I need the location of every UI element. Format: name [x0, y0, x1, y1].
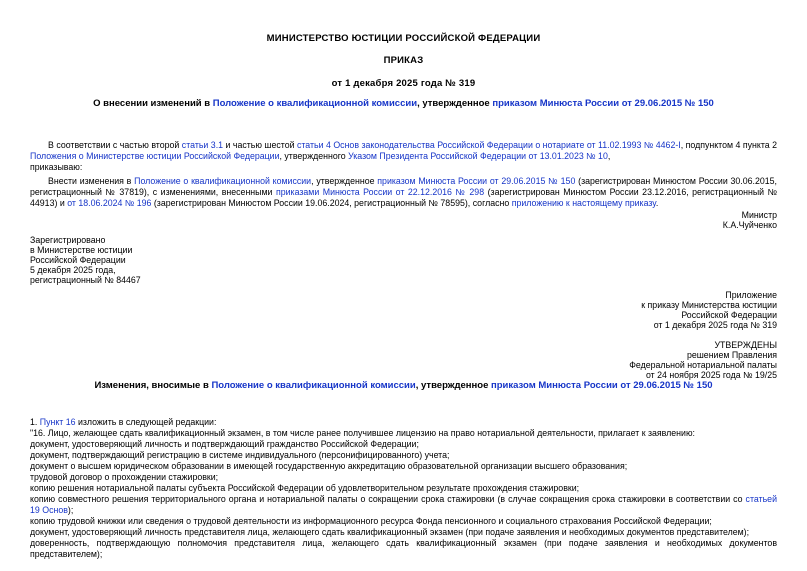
- preamble-paragraph: [30, 140, 777, 162]
- doc-text: О внесении изменений в: [93, 98, 213, 109]
- registration-line: 5 декабря 2025 года,: [30, 265, 116, 275]
- doc-text: );: [67, 505, 74, 515]
- document-title: [30, 98, 777, 109]
- registration-line: в Министерстве юстиции: [30, 245, 133, 255]
- doc-text: документ о высшем юридическом образовании в имеющей государственную аккредитацию образовательной организации высшего образования;: [30, 461, 628, 471]
- ministry-name: МИНИСТЕРСТВО ЮСТИЦИИ РОССИЙСКОЙ ФЕДЕРАЦИИ: [266, 33, 541, 44]
- doc-link[interactable]: Указом Президента Российской Федерации от 13.01.2023 № 10: [348, 151, 608, 161]
- doc-text: (зарегистрирован Минюстом России 23.12.2016, регистрационный № 44913) и: [30, 187, 778, 208]
- doc-text: документ, удостоверяющий личность представителя лица, желающего сдать квалификационный экзамен (при подаче заявления и необходимых документов представителем);: [30, 527, 750, 537]
- doc-link[interactable]: Положение о квалификационной комиссии: [211, 380, 416, 391]
- doc-text: трудовой договор о прохождении стажировки;: [30, 472, 219, 482]
- doc-text: , утвержденное: [417, 98, 493, 109]
- doc-text: документ, подтверждающий регистрацию в системе индивидуального (персонифицированного) учета;: [30, 450, 450, 460]
- amendment-item: [30, 483, 777, 494]
- doc-link[interactable]: Положение о квалификационной комиссии: [212, 98, 418, 109]
- registration-line: регистрационный № 84467: [30, 275, 141, 285]
- doc-link[interactable]: статьей 19 Основ: [30, 494, 777, 515]
- registration-note: [30, 235, 777, 285]
- doc-text: копию трудовой книжки или сведения о трудовой деятельности из информационного ресурса Фонда пенсионного и социального страхования Российской Федерации;: [30, 516, 712, 526]
- doc-text: , утвержденное: [311, 176, 378, 186]
- document-date: от 1 декабря 2025 года № 319: [331, 78, 476, 89]
- doc-text: (зарегистрирован Минюстом России 30.06.2015, регистрационный № 37819), с изменениями, внесенными: [30, 176, 778, 197]
- doc-text: доверенность, подтверждающую полномочия представителя лица, желающего сдать квалификационный экзамен (при подаче заявления и необходимых документов представителем);: [30, 538, 777, 559]
- doc-text: Внести изменения в: [48, 176, 135, 186]
- amendment-item: [30, 527, 777, 538]
- doc-text: 1.: [30, 417, 40, 427]
- doc-text: .: [655, 198, 659, 208]
- annex-line: Приложение: [725, 290, 777, 300]
- doc-link[interactable]: статьи 3.1: [181, 140, 224, 150]
- registration-line: Зарегистрировано: [30, 235, 106, 245]
- doc-text: копию совместного решения территориального органа и нотариальной палаты о сокращении срока стажировки (в случае сокращения срока стажировки в соответствии со: [30, 494, 746, 504]
- minister-title: Министр: [741, 210, 777, 220]
- approval-note: [30, 340, 777, 380]
- doc-text: документ, удостоверяющий личность и подтверждающий гражданство Российской Федерации;: [30, 439, 419, 449]
- doc-text: Изменения, вносимые в: [94, 380, 212, 391]
- doc-link[interactable]: Пункт 16: [39, 417, 76, 427]
- amendment-item: [30, 494, 777, 516]
- doc-text: В соответствии с частью второй: [48, 140, 182, 150]
- doc-link[interactable]: Положение о квалификационной комиссии: [134, 176, 312, 186]
- amendment-intro: [30, 417, 777, 428]
- amendment-item: [30, 538, 777, 560]
- decree-word: приказываю:: [30, 162, 83, 172]
- annex-reference: [30, 290, 777, 330]
- annex-line: к приказу Министерства юстиции: [641, 300, 777, 310]
- doc-text: копию решения нотариальной палаты субъекта Российской Федерации об удовлетворительном результате прохождения стажировки;: [30, 483, 580, 493]
- doc-text: "16. Лицо, желающее сдать квалификационный экзамен, в том числе ранее получившее лицензию на право нотариальной деятельности, прилагает к заявлению:: [30, 428, 695, 438]
- amendment-item: [30, 472, 777, 483]
- amendment-item: [30, 450, 777, 461]
- signature-block: [30, 210, 777, 230]
- doc-text: , подпунктом 4 пункта 2: [680, 140, 778, 150]
- doc-link[interactable]: от 18.06.2024 № 196: [67, 198, 152, 208]
- doc-text: изложить в следующей редакции:: [75, 417, 217, 427]
- doc-link[interactable]: приказом Минюста России от 29.06.2015 № 150: [491, 380, 713, 391]
- doc-link[interactable]: приказом Минюста России от 29.06.2015 № 150: [492, 98, 714, 109]
- approval-line: Федеральной нотариальной палаты: [629, 360, 777, 370]
- doc-link[interactable]: Положения о Министерстве юстиции Российской Федерации: [30, 151, 280, 161]
- changes-title: [30, 380, 777, 391]
- annex-line: Российской Федерации: [681, 310, 777, 320]
- registration-line: Российской Федерации: [30, 255, 126, 265]
- amendment-item: [30, 516, 777, 527]
- amendment-item: [30, 428, 777, 439]
- doc-text: ,: [607, 151, 611, 161]
- amendment-section: [30, 417, 777, 560]
- approval-line: от 24 ноября 2025 года № 19/25: [645, 370, 777, 380]
- doc-link[interactable]: приказом Минюста России от 29.06.2015 № 150: [377, 176, 576, 186]
- doc-text: , утвержденное: [415, 380, 492, 391]
- approval-line: УТВЕРЖДЕНЫ: [714, 340, 777, 350]
- order-paragraph: [30, 176, 777, 209]
- amendment-item: [30, 461, 777, 472]
- doc-link[interactable]: статьи 4 Основ законодательства Российской Федерации о нотариате от 11.02.1993 № 4462-I: [296, 140, 681, 150]
- document-type: ПРИКАЗ: [383, 55, 424, 66]
- approval-line: решением Правления: [686, 350, 777, 360]
- doc-text: (зарегистрирован Минюстом России 19.06.2024, регистрационный № 78595), согласно: [151, 198, 512, 208]
- annex-line: от 1 декабря 2025 года № 319: [653, 320, 777, 330]
- doc-text: и частью шестой: [223, 140, 297, 150]
- doc-link[interactable]: приказами Минюста России от 22.12.2016 № 298: [275, 187, 485, 197]
- doc-link[interactable]: приложению к настоящему приказу: [511, 198, 656, 208]
- doc-text: , утвержденного: [279, 151, 349, 161]
- amendment-item: [30, 439, 777, 450]
- minister-name: К.А.Чуйченко: [722, 220, 777, 230]
